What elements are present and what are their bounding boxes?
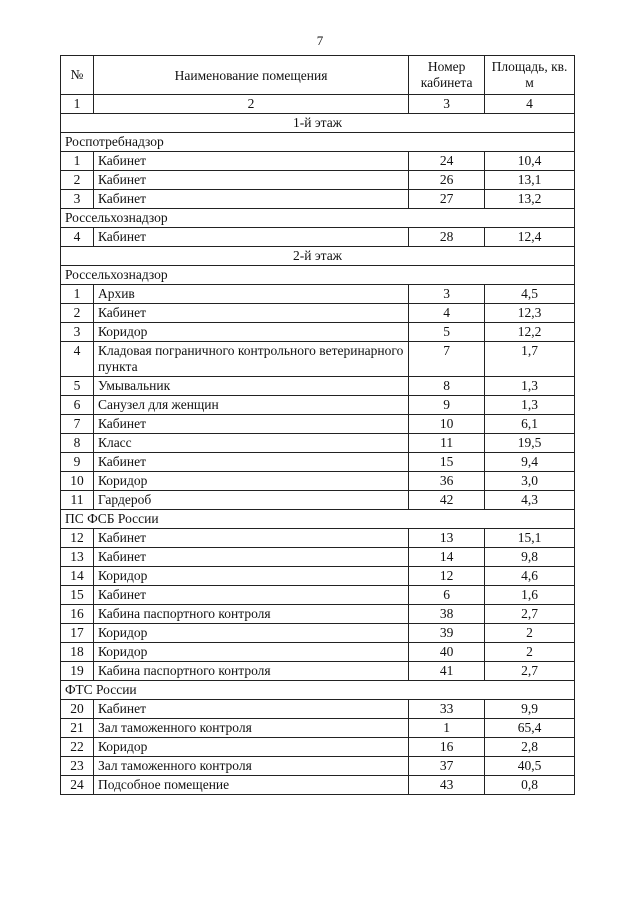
column-number: 2: [93, 95, 408, 114]
room-area: 2,7: [485, 605, 575, 624]
room-name: Кабинет: [93, 548, 408, 567]
room-number: 40: [409, 643, 485, 662]
room-number: 27: [409, 190, 485, 209]
table-row: [61, 643, 575, 662]
table-row: [61, 719, 575, 738]
room-number: 1: [409, 719, 485, 738]
room-name: Кабина паспортного контроля: [93, 662, 408, 681]
header-name: Наименование помещения: [93, 56, 408, 95]
room-name: Санузел для женщин: [93, 396, 408, 415]
floor-heading-row: [61, 247, 575, 266]
table-row: [61, 190, 575, 209]
room-name: Кабинет: [93, 453, 408, 472]
rooms-table: [60, 55, 575, 795]
row-number: 23: [61, 757, 94, 776]
room-name: Архив: [93, 285, 408, 304]
row-number: 18: [61, 643, 94, 662]
row-number: 1: [61, 285, 94, 304]
room-area: 3,0: [485, 472, 575, 491]
room-number: 37: [409, 757, 485, 776]
column-number-row: [61, 95, 575, 114]
room-number: 24: [409, 152, 485, 171]
section-heading: Россельхознадзор: [61, 266, 575, 285]
room-area: 12,2: [485, 323, 575, 342]
row-number: 14: [61, 567, 94, 586]
room-name: Коридор: [93, 643, 408, 662]
room-name: Зал таможенного контроля: [93, 719, 408, 738]
room-name: Умывальник: [93, 377, 408, 396]
room-area: 9,8: [485, 548, 575, 567]
row-number: 3: [61, 190, 94, 209]
row-number: 9: [61, 453, 94, 472]
room-name: Зал таможенного контроля: [93, 757, 408, 776]
room-name: Коридор: [93, 472, 408, 491]
room-area: 13,2: [485, 190, 575, 209]
room-area: 1,3: [485, 377, 575, 396]
header-num: №: [61, 56, 94, 95]
table-row: [61, 228, 575, 247]
table-row: [61, 342, 575, 377]
room-area: 4,5: [485, 285, 575, 304]
column-number: 4: [485, 95, 575, 114]
room-name: Коридор: [93, 624, 408, 643]
room-area: 10,4: [485, 152, 575, 171]
row-number: 17: [61, 624, 94, 643]
room-area: 12,3: [485, 304, 575, 323]
room-number: 33: [409, 700, 485, 719]
section-heading: Роспотребнадзор: [61, 133, 575, 152]
room-number: 11: [409, 434, 485, 453]
room-number: 7: [409, 342, 485, 377]
row-number: 24: [61, 776, 94, 795]
section-heading: Россельхознадзор: [61, 209, 575, 228]
table-row: [61, 529, 575, 548]
table-row: [61, 662, 575, 681]
room-area: 2: [485, 643, 575, 662]
room-area: 4,3: [485, 491, 575, 510]
table-row: [61, 377, 575, 396]
room-area: 2,7: [485, 662, 575, 681]
section-heading: ФТС России: [61, 681, 575, 700]
room-area: 9,9: [485, 700, 575, 719]
header-room: Номер кабинета: [409, 56, 485, 95]
room-number: 13: [409, 529, 485, 548]
room-name: Кабинет: [93, 304, 408, 323]
table-row: [61, 171, 575, 190]
room-number: 42: [409, 491, 485, 510]
room-number: 16: [409, 738, 485, 757]
row-number: 2: [61, 171, 94, 190]
room-name: Кабинет: [93, 152, 408, 171]
row-number: 16: [61, 605, 94, 624]
table-row: [61, 586, 575, 605]
room-number: 5: [409, 323, 485, 342]
floor-heading-row: [61, 114, 575, 133]
table-row: [61, 434, 575, 453]
room-name: Коридор: [93, 323, 408, 342]
room-name: Кабинет: [93, 415, 408, 434]
table-row: [61, 567, 575, 586]
table-header-row: [61, 56, 575, 95]
row-number: 8: [61, 434, 94, 453]
room-area: 1,7: [485, 342, 575, 377]
room-area: 2,8: [485, 738, 575, 757]
room-number: 39: [409, 624, 485, 643]
room-number: 12: [409, 567, 485, 586]
room-area: 1,6: [485, 586, 575, 605]
row-number: 6: [61, 396, 94, 415]
table-row: [61, 548, 575, 567]
section-heading: ПС ФСБ России: [61, 510, 575, 529]
column-number: 3: [409, 95, 485, 114]
row-number: 21: [61, 719, 94, 738]
room-area: 12,4: [485, 228, 575, 247]
room-area: 6,1: [485, 415, 575, 434]
row-number: 10: [61, 472, 94, 491]
row-number: 20: [61, 700, 94, 719]
room-name: Коридор: [93, 738, 408, 757]
section-heading-row: [61, 510, 575, 529]
room-name: Класс: [93, 434, 408, 453]
room-area: 0,8: [485, 776, 575, 795]
section-heading-row: [61, 209, 575, 228]
room-number: 14: [409, 548, 485, 567]
table-row: [61, 624, 575, 643]
room-name: Кабина паспортного контроля: [93, 605, 408, 624]
room-area: 15,1: [485, 529, 575, 548]
room-number: 6: [409, 586, 485, 605]
room-area: 19,5: [485, 434, 575, 453]
header-area: Площадь, кв. м: [485, 56, 575, 95]
column-number: 1: [61, 95, 94, 114]
table-row: [61, 757, 575, 776]
room-number: 4: [409, 304, 485, 323]
room-name: Коридор: [93, 567, 408, 586]
row-number: 22: [61, 738, 94, 757]
room-name: Кабинет: [93, 586, 408, 605]
table-row: [61, 776, 575, 795]
table-row: [61, 472, 575, 491]
row-number: 11: [61, 491, 94, 510]
table-row: [61, 738, 575, 757]
room-name: Подсобное помещение: [93, 776, 408, 795]
row-number: 13: [61, 548, 94, 567]
room-area: 40,5: [485, 757, 575, 776]
table-row: [61, 491, 575, 510]
room-name: Кабинет: [93, 700, 408, 719]
row-number: 3: [61, 323, 94, 342]
table-row: [61, 396, 575, 415]
room-area: 2: [485, 624, 575, 643]
room-number: 38: [409, 605, 485, 624]
row-number: 4: [61, 228, 94, 247]
room-number: 43: [409, 776, 485, 795]
table-row: [61, 415, 575, 434]
section-heading-row: [61, 266, 575, 285]
floor-heading: 2-й этаж: [61, 247, 575, 266]
page-number: 7: [316, 33, 324, 48]
floor-heading: 1-й этаж: [61, 114, 575, 133]
room-number: 10: [409, 415, 485, 434]
room-number: 15: [409, 453, 485, 472]
room-name: Гардероб: [93, 491, 408, 510]
room-number: 36: [409, 472, 485, 491]
row-number: 7: [61, 415, 94, 434]
room-name: Кабинет: [93, 228, 408, 247]
room-name: Кабинет: [93, 190, 408, 209]
table-row: [61, 453, 575, 472]
section-heading-row: [61, 133, 575, 152]
room-name: Кабинет: [93, 529, 408, 548]
room-area: 13,1: [485, 171, 575, 190]
table-row: [61, 152, 575, 171]
room-area: 4,6: [485, 567, 575, 586]
room-area: 9,4: [485, 453, 575, 472]
section-heading-row: [61, 681, 575, 700]
row-number: 1: [61, 152, 94, 171]
table-row: [61, 700, 575, 719]
row-number: 4: [61, 342, 94, 377]
table-row: [61, 285, 575, 304]
row-number: 2: [61, 304, 94, 323]
room-name: Кладовая пограничного контрольного ветеринарного пункта: [93, 342, 408, 377]
room-number: 26: [409, 171, 485, 190]
room-number: 28: [409, 228, 485, 247]
table-row: [61, 323, 575, 342]
row-number: 12: [61, 529, 94, 548]
row-number: 19: [61, 662, 94, 681]
room-area: 1,3: [485, 396, 575, 415]
row-number: 5: [61, 377, 94, 396]
table-row: [61, 304, 575, 323]
row-number: 15: [61, 586, 94, 605]
room-name: Кабинет: [93, 171, 408, 190]
table-row: [61, 605, 575, 624]
room-number: 9: [409, 396, 485, 415]
room-number: 41: [409, 662, 485, 681]
room-number: 8: [409, 377, 485, 396]
room-area: 65,4: [485, 719, 575, 738]
room-number: 3: [409, 285, 485, 304]
